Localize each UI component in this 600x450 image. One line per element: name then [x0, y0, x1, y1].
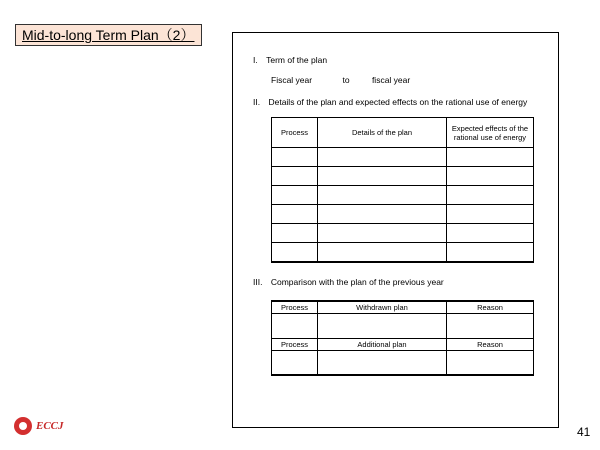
table1-header-process: Process — [272, 118, 318, 148]
section1-numeral: I. — [253, 55, 258, 65]
section2-numeral: II. — [253, 97, 261, 107]
additional-plan-header: Additional plan — [318, 338, 447, 350]
section1-heading: Term of the plan — [266, 55, 328, 65]
table-row — [272, 350, 534, 375]
section3-heading: Comparison with the plan of the previous year — [270, 277, 444, 287]
fiscal-row — [271, 75, 410, 85]
table1-header-effects: Expected effects of the rational use of energy — [447, 118, 534, 148]
table-row — [272, 224, 534, 243]
table-row — [272, 205, 534, 224]
eccj-logo-icon — [14, 417, 32, 435]
plan-details-table — [271, 117, 534, 263]
slide-title: Mid-to-long Term Plan（2） — [15, 24, 202, 46]
additional-process-header: Process — [272, 338, 318, 350]
withdrawn-plan-header: Withdrawn plan — [318, 301, 447, 313]
table-row — [272, 167, 534, 186]
additional-reason-header: Reason — [447, 338, 534, 350]
plan-form — [232, 32, 559, 428]
table-row — [272, 186, 534, 205]
withdrawn-reason-header: Reason — [447, 301, 534, 313]
fiscal-year-label-2: fiscal year — [371, 75, 411, 85]
section3-numeral: III. — [253, 277, 263, 287]
section1 — [253, 55, 327, 65]
eccj-logo — [14, 417, 64, 435]
fiscal-year-label: Fiscal year — [271, 75, 313, 85]
section3 — [253, 277, 444, 287]
withdrawn-process-header: Process — [272, 301, 318, 313]
eccj-logo-text: ECCJ — [36, 420, 64, 432]
table1-header-details: Details of the plan — [318, 118, 447, 148]
comparison-table — [271, 300, 534, 376]
section2-heading: Details of the plan and expected effects on the rational use of energy — [268, 97, 528, 107]
to-label: to — [342, 75, 350, 85]
table-row — [272, 313, 534, 338]
section2 — [253, 97, 527, 107]
page-number: 41 — [577, 425, 591, 439]
table-row — [272, 148, 534, 167]
table-row — [272, 243, 534, 262]
